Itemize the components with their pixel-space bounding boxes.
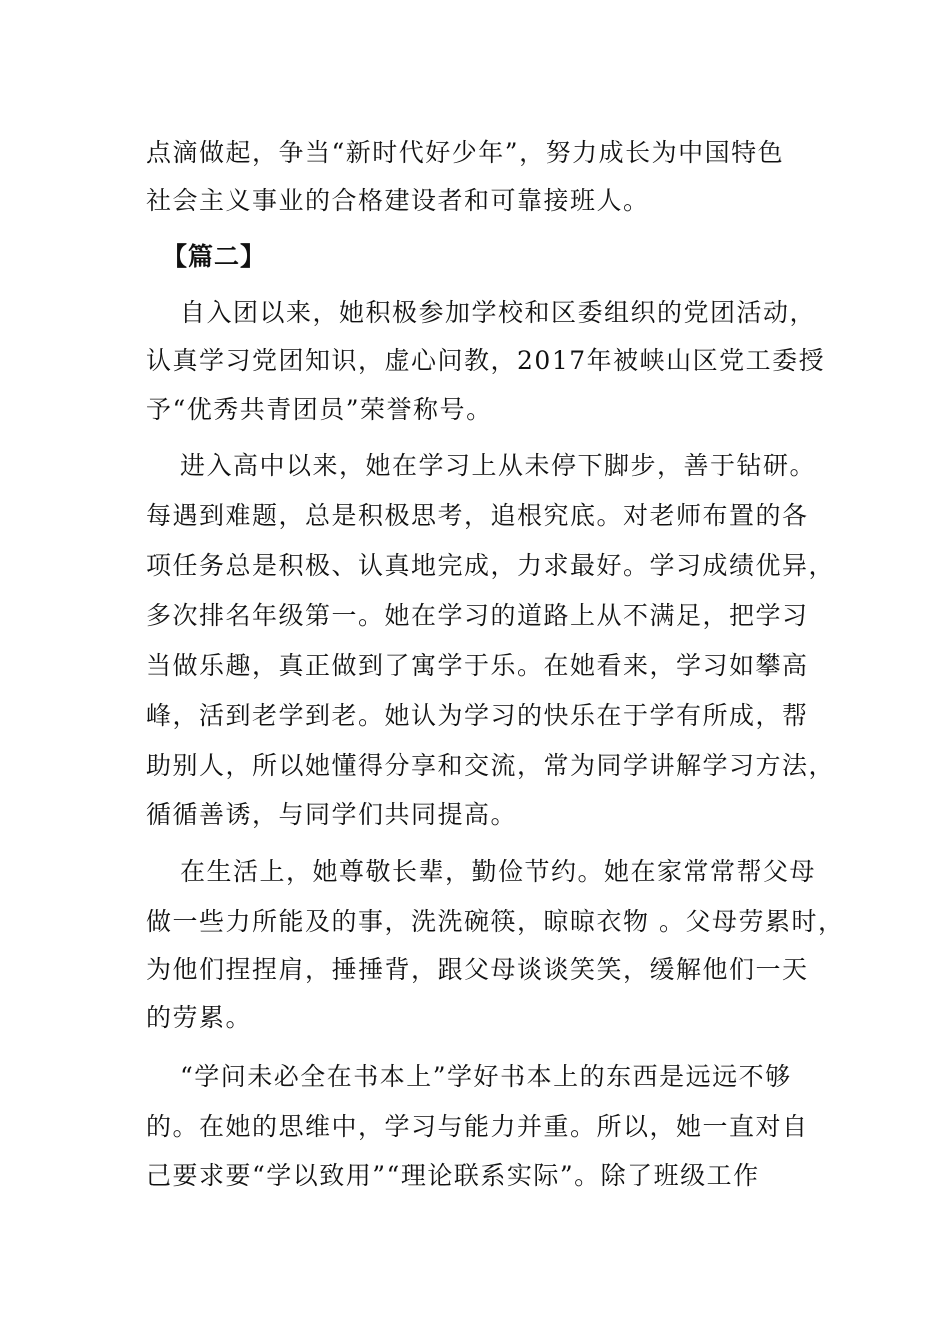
text-line: 己要求要“学以致用”“理论联系实际”。除了班级工作 xyxy=(146,1161,760,1190)
text-line: 为他们捏捏肩，捶捶背，跟父母谈谈笑笑，缓解他们一天 xyxy=(146,955,809,984)
text-line: 的劳累。 xyxy=(146,1003,253,1032)
text-line: 峰，活到老学到老。她认为学习的快乐在于学有所成，帮 xyxy=(146,701,809,730)
text-line: 在生活上，她尊敬长辈，勤俭节约。她在家常常帮父母 xyxy=(180,857,817,886)
text-line: 每遇到难题，总是积极思考，追根究底。对老师布置的各 xyxy=(146,501,809,530)
text-line: 社会主义事业的合格建设者和可靠接班人。 xyxy=(146,186,650,215)
text-line: 予“优秀共青团员”荣誉称号。 xyxy=(146,395,493,424)
text-line: 多次排名年级第一。她在学习的道路上从不满足，把学习 xyxy=(146,601,809,630)
text-line: 助别人，所以她懂得分享和交流，常为同学讲解学习方法， xyxy=(146,751,836,780)
text-line: 当做乐趣，真正做到了寓学于乐。在她看来，学习如攀高 xyxy=(146,651,809,680)
text-line: 循循善诱，与同学们共同提高。 xyxy=(146,800,518,829)
text-line: “学问未必全在书本上”学好书本上的东西是远远不够 xyxy=(180,1062,792,1091)
text-line: 认真学习党团知识，虚心问教，2017年被峡山区党工委授 xyxy=(146,346,826,375)
section-heading: 【篇二】 xyxy=(162,242,267,271)
text-line: 自入团以来，她积极参加学校和区委组织的党团活动， xyxy=(180,298,817,327)
text-line: 的。在她的思维中，学习与能力并重。所以，她一直对自 xyxy=(146,1112,809,1141)
text-line: 做一些力所能及的事，洗洗碗筷，晾晾衣物 。父母劳累时， xyxy=(146,907,845,936)
text-line: 进入高中以来，她在学习上从未停下脚步，善于钻研。 xyxy=(180,451,817,480)
text-line: 点滴做起，争当“新时代好少年”，努力成长为中国特色 xyxy=(146,138,785,167)
text-line: 项任务总是积极、认真地完成，力求最好。学习成绩优异， xyxy=(146,551,836,580)
